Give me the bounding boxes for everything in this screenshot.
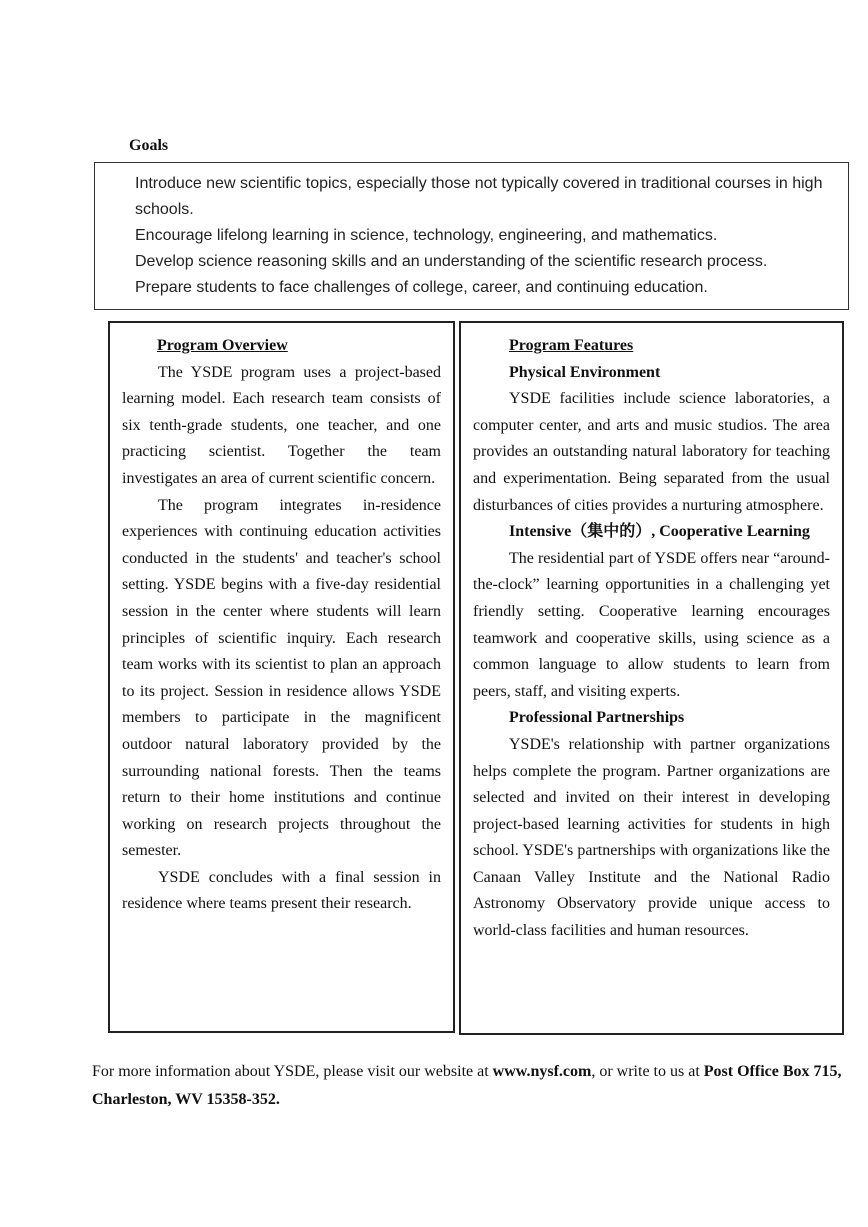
- program-features-heading: Program Features: [509, 337, 634, 354]
- overview-paragraph: YSDE concludes with a final session in residence where teams present their research.: [122, 868, 441, 913]
- website-link[interactable]: www.nysf.com: [492, 1063, 592, 1080]
- goals-box: [94, 162, 849, 310]
- footer-text: For more information about YSDE, please visit our website at: [92, 1063, 493, 1080]
- overview-paragraph: The program integrates in-residence experiences with continuing education activities conducted in the students' and teacher's school setting. YSDE begins with a five-day residential session in the center where students will learn principles of scientific inquiry. Each research team works with its scientist to plan an approach to its project. Session in residence allows YSDE members to participate in the magnificent outdoor natural laboratory provided by the surrounding national forests. Then the teams return to their home institutions and continue working on research projects throughout the semester.: [122, 496, 441, 860]
- goal-item: Introduce new scientific topics, especially those not typically covered in traditional courses in high schools.: [135, 175, 823, 218]
- postal-address: Post Office Box 715, Charleston, WV 15358-352: [92, 1063, 842, 1108]
- goals-heading: Goals: [129, 137, 169, 154]
- program-overview-heading: Program Overview: [157, 337, 288, 354]
- contact-footer: [92, 1058, 862, 1114]
- footer-text: .: [275, 1091, 280, 1108]
- goal-item: Encourage lifelong learning in science, technology, engineering, and mathematics.: [135, 227, 718, 244]
- program-features-column: [459, 321, 844, 1035]
- feature-title: Professional Partnerships: [509, 709, 685, 727]
- feature-text: YSDE facilities include science laboratories, a computer center, and arts and music studios. The area provides an outstanding natural laboratory for teaching and experimentation. Being separated from the usual disturbances of cities provides a nurturing atmosphere.: [473, 390, 830, 514]
- feature-text: YSDE's relationship with partner organizations helps complete the program. Partner organizations are selected and invited on their interest in developing project-based learning activities for students in high school. YSDE's partnerships with organizations like the Canaan Valley Institute and the National Radio Astronomy Observatory provide unique access to world-class facilities and human resources.: [473, 735, 830, 940]
- overview-paragraph: The YSDE program uses a project-based learning model. Each research team consists of six tenth-grade students, one teacher, and one practicing scientist. Together the team investigates an area of current scientific concern.: [122, 363, 441, 487]
- goal-item: Prepare students to face challenges of college, career, and continuing education.: [135, 279, 708, 296]
- feature-text: The residential part of YSDE offers near “around-the-clock” learning opportunities in a challenging yet friendly setting. Cooperative learning encourages teamwork and cooperative skills, using science as a common language to allow students to learn from peers, staff, and visiting experts.: [473, 549, 830, 700]
- program-overview-column: [108, 321, 455, 1033]
- goal-item: Develop science reasoning skills and an understanding of the scientific research process.: [135, 253, 768, 270]
- feature-title: Intensive（集中的）, Cooperative Learning: [509, 523, 810, 541]
- feature-title: Physical Environment: [509, 363, 661, 381]
- footer-text: , or write to us at: [591, 1063, 704, 1080]
